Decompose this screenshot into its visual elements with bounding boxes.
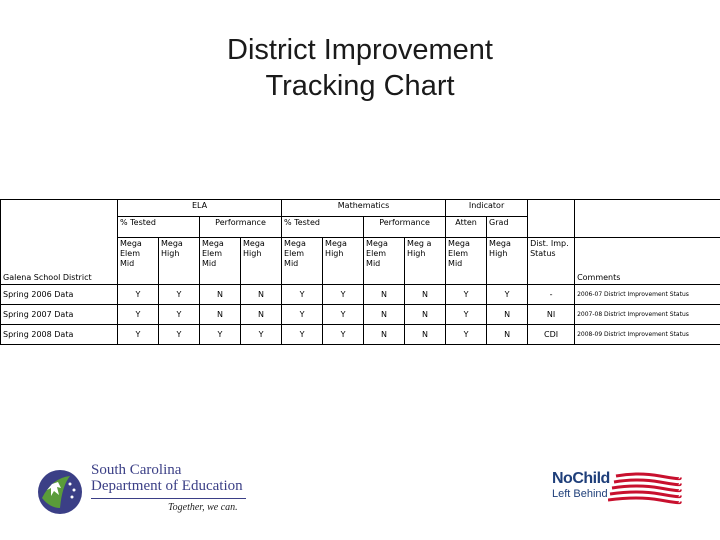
sc-seal-icon — [36, 468, 86, 516]
math-performance-header: Performance — [364, 217, 446, 238]
table-cell: N — [364, 325, 405, 345]
table-cell: Y — [323, 305, 364, 325]
table-cell: N — [405, 285, 446, 305]
table-cell: N — [200, 305, 241, 325]
atten-header: Atten — [446, 217, 487, 238]
table-cell: Y — [446, 325, 487, 345]
page-title — [0, 32, 720, 104]
comment-cell: 2007-08 District Improvement Status — [575, 305, 720, 325]
col-header: Mega High — [159, 238, 200, 285]
col-header: Mega High — [323, 238, 364, 285]
nclb-logo-line-2: Left Behind — [552, 488, 608, 500]
status-header-spacer — [528, 200, 575, 238]
math-tested-header: % Tested — [282, 217, 364, 238]
status-cell: - — [528, 285, 575, 305]
row-label: Spring 2007 Data — [1, 305, 118, 325]
math-group-header: Mathematics — [282, 200, 446, 217]
sc-logo-line-2: Department of Education — [91, 478, 243, 494]
table-row — [1, 285, 720, 305]
district-label-cell — [1, 200, 118, 285]
table-cell: Y — [118, 325, 159, 345]
table-cell: Y — [446, 285, 487, 305]
table-cell: N — [364, 285, 405, 305]
col-header: Mega Elem Mid — [118, 238, 159, 285]
sc-logo-rule — [91, 498, 246, 499]
col-header-comments: Comments — [575, 238, 720, 285]
row-label: Spring 2006 Data — [1, 285, 118, 305]
status-cell: NI — [528, 305, 575, 325]
grad-header: Grad — [487, 217, 528, 238]
row-label: Spring 2008 Data — [1, 325, 118, 345]
comments-header-spacer — [575, 200, 720, 238]
title-line-2: Tracking Chart — [265, 70, 455, 102]
nclb-logo-line-1: NoChild — [552, 470, 610, 487]
col-header: Mega Elem Mid — [200, 238, 241, 285]
sc-logo-tagline: Together, we can. — [168, 502, 238, 513]
table-cell: N — [487, 305, 528, 325]
status-cell: CDI — [528, 325, 575, 345]
table-cell: Y — [446, 305, 487, 325]
col-header: Mega Elem Mid — [364, 238, 405, 285]
col-header-status: Dist. Imp. Status — [528, 238, 575, 285]
table-cell: Y — [159, 305, 200, 325]
table-row — [1, 305, 720, 325]
table-cell: N — [487, 325, 528, 345]
district-label: Galena School District — [3, 273, 92, 282]
sc-logo-line-1: South Carolina — [91, 462, 182, 478]
no-child-left-behind-logo — [550, 470, 682, 510]
table-cell: Y — [159, 285, 200, 305]
table-cell: N — [405, 305, 446, 325]
comment-cell: 2006-07 District Improvement Status — [575, 285, 720, 305]
comment-cell: 2008-09 District Improvement Status — [575, 325, 720, 345]
table-cell: Y — [241, 325, 282, 345]
table-cell: Y — [282, 325, 323, 345]
table-cell: Y — [323, 325, 364, 345]
ela-tested-header: % Tested — [118, 217, 200, 238]
table-cell: Y — [282, 285, 323, 305]
indicator-group-header: Indicator — [446, 200, 528, 217]
ela-group-header: ELA — [118, 200, 282, 217]
table-cell: N — [405, 325, 446, 345]
flag-icon — [608, 472, 682, 506]
table-cell: N — [241, 285, 282, 305]
table-cell: Y — [323, 285, 364, 305]
table-cell: N — [241, 305, 282, 325]
sc-department-of-education-logo — [36, 462, 251, 518]
col-header: Mega Elem Mid — [446, 238, 487, 285]
col-header: Mega High — [241, 238, 282, 285]
tracking-table — [0, 199, 720, 345]
table-cell: Y — [200, 325, 241, 345]
table-cell: Y — [282, 305, 323, 325]
table-cell: N — [200, 285, 241, 305]
col-header: Mega High — [487, 238, 528, 285]
table-cell: Y — [487, 285, 528, 305]
table-cell: Y — [118, 285, 159, 305]
title-line-1: District Improvement — [227, 34, 493, 66]
table-row — [1, 325, 720, 345]
ela-performance-header: Performance — [200, 217, 282, 238]
table-cell: N — [364, 305, 405, 325]
col-header: Mega Elem Mid — [282, 238, 323, 285]
col-header: Meg a High — [405, 238, 446, 285]
table-cell: Y — [118, 305, 159, 325]
table-cell: Y — [159, 325, 200, 345]
